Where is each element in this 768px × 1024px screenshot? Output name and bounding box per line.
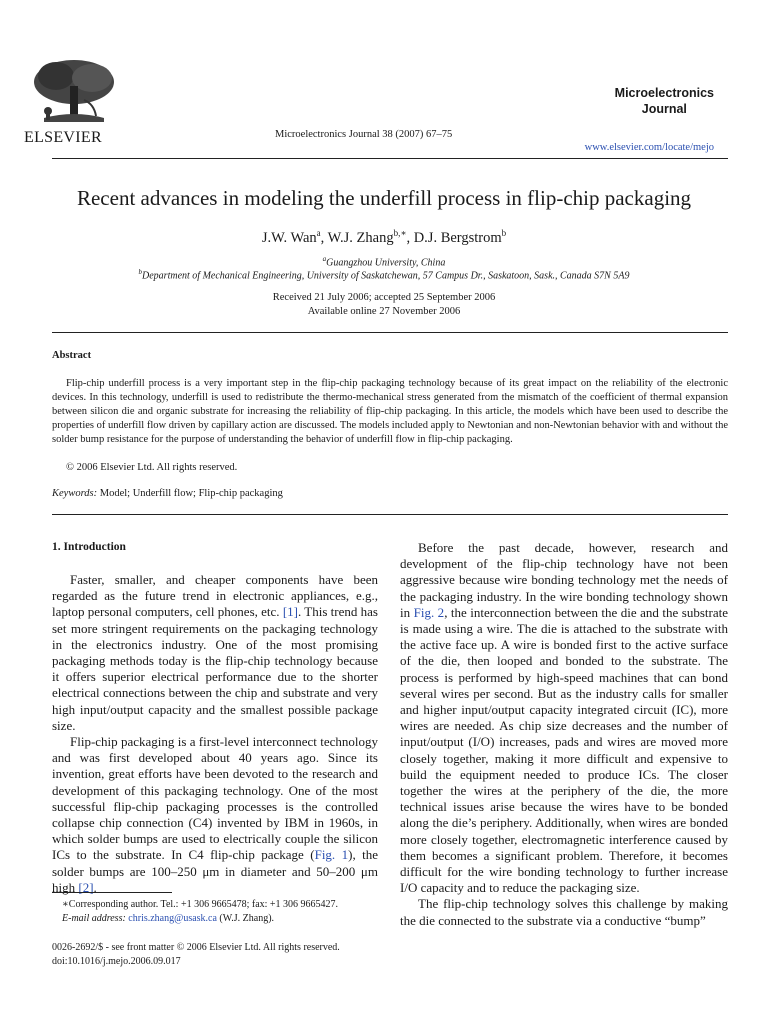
footnote bbox=[52, 898, 382, 926]
keywords-label: Keywords: bbox=[52, 488, 98, 499]
journal-name-line2: Journal bbox=[641, 102, 687, 116]
paragraph-text: . This trend has set more stringent requirements on the packaging technology in the electronics industry. One of the most promising packaging methods today is the flip-chip technology because it offers superior electrical performance due to the shorter electrical connections between the chip and substrate and very high input/output capacity and the smallest possible package size. bbox=[52, 604, 378, 733]
journal-url-link[interactable]: www.elsevier.com/locate/mejo bbox=[584, 142, 714, 153]
affiliation-b bbox=[0, 268, 768, 281]
abstract-heading: Abstract bbox=[52, 350, 92, 361]
author-separator: , bbox=[320, 229, 328, 246]
abstract-text: Flip-chip underfill process is a very important step in the flip-chip packaging technology because of its great impact on the reliability of the electronic devices. In this technology, underfill is used to redistribute the thermo-mechanical stress generated from the mismatch of the coefficient of thermal expansion between silicon die and organic substrate for increasing the reliability of flip-chip packaging. In this article, the models which have been used to describe the properties of underfill flow driven by capillary action are discussed. The models included apply to Newtonian and non-Newtonian behavior with and without the solder bump resistance for the purpose of understanding the behavior of underfill flow in flip-chip packaging. bbox=[52, 378, 728, 446]
author-affiliation-mark: a bbox=[316, 228, 321, 238]
paragraph-text: , the interconnection between the die and the substrate is made using a wire. The die is attached to the substrate with the active face up. A wire is bonded first to the active surface of the die, then looped and bonded to the substrate. The process is performed by high-speed machines that can bond several wires per second. But as the industry calls for smaller and higher input/output capacity integrated circuit (IC), more wires are needed. As chip size decreases and the number of input/output (I/O) increases, pads and wires are moved more closely together, making it more difficult and expensive to build the equipment needed to produce ICs. The closer together the wires at the periphery of the die, the more technical issues arise because the wires have to be bonded along the die’s periphery. Additionally, when wires are bonded more closely together, electromagnetic interference caused by them becomes a significant problem. Therefore, it becomes difficult for the wire bonding technology to further increase I/O capacity and to reduce the packaging size. bbox=[400, 604, 728, 896]
abstract-copyright: © 2006 Elsevier Ltd. All rights reserved. bbox=[66, 462, 238, 473]
paragraph-text: ), the solder bumps are 100–250 μm in diameter and 50–200 μm high bbox=[52, 847, 379, 895]
author-name: D.J. Bergstrom bbox=[413, 229, 502, 246]
paragraph-text: Flip-chip packaging is a first-level interconnect technology and was first developed about 40 years ago. Since its invention, great efforts have been devoted to the research and development of this packaging technology. One of the most successful flip-chip packaging processes is the controlled collapse chip connection (C4) invented by IBM in 1960s, in which solder bumps are used to electrically couple the silicon ICs to the substrate. In C4 flip-chip package ( bbox=[52, 734, 378, 863]
author-affiliation-mark: b bbox=[501, 228, 507, 238]
author-list bbox=[0, 228, 768, 247]
publisher-name: ELSEVIER bbox=[24, 129, 102, 146]
doi-link[interactable]: doi:10.1016/j.mejo.2006.09.017 bbox=[52, 956, 181, 967]
abstract-bottom-divider bbox=[52, 514, 728, 515]
figure-link[interactable]: Fig. 1 bbox=[314, 847, 349, 863]
article-title: Recent advances in modeling the underfill process in flip-chip packaging bbox=[76, 186, 692, 210]
abstract-top-divider bbox=[52, 332, 728, 333]
keywords-list: Model; Underfill flow; Flip-chip packaging bbox=[99, 488, 283, 499]
email-label: E-mail address: bbox=[62, 913, 126, 924]
figure-link[interactable]: Fig. 2 bbox=[413, 604, 445, 620]
affiliation-mark: a bbox=[322, 255, 327, 263]
elsevier-logo bbox=[24, 56, 134, 147]
author-name: W.J. Zhang bbox=[327, 229, 394, 246]
paragraph bbox=[52, 734, 378, 896]
corresponding-author: ∗Corresponding author. Tel.: +1 306 9665478; fax: +1 306 9665427. bbox=[62, 899, 339, 910]
affiliation-a bbox=[0, 255, 768, 268]
author-separator: , bbox=[406, 229, 414, 246]
available-date: Available online 27 November 2006 bbox=[307, 306, 461, 317]
email-link[interactable]: chris.zhang@usask.ca bbox=[128, 913, 217, 924]
author-affiliation-mark: b,∗ bbox=[393, 228, 407, 238]
article-dates bbox=[0, 291, 768, 319]
email-line bbox=[52, 912, 382, 926]
paragraph-text: Before the past decade, however, research and development of the flip-chip technology have not been aggressive because wire bonding technology met the needs of the packaging industry. In the wire bonding technology shown in bbox=[400, 540, 728, 620]
email-name: (W.J. Zhang). bbox=[219, 913, 275, 924]
affiliation-text: Department of Mechanical Engineering, University of Saskatchewan, 57 Campus Dr., Saskatoon, Sask., Canada S7N 5A9 bbox=[142, 270, 630, 282]
paragraph: The flip-chip technology solves this challenge by making the die connected to the substrate via a conductive “bump” bbox=[400, 896, 728, 928]
paragraph bbox=[400, 540, 728, 896]
journal-citation: Microelectronics Journal 38 (2007) 67–75 bbox=[275, 129, 453, 140]
reference-link[interactable]: [2] bbox=[78, 879, 94, 895]
footnote-divider bbox=[52, 892, 172, 893]
affiliation-mark: b bbox=[138, 268, 143, 276]
affiliation-text: Guangzhou University, China bbox=[326, 257, 446, 269]
received-date: Received 21 July 2006; accepted 25 September 2006 bbox=[272, 292, 496, 303]
paragraph-text: . bbox=[93, 879, 97, 895]
header-divider bbox=[52, 158, 728, 159]
reference-link[interactable]: [1] bbox=[282, 604, 298, 620]
journal-name-line1: Microelectronics bbox=[614, 86, 714, 100]
paragraph bbox=[52, 572, 378, 734]
front-matter bbox=[52, 941, 340, 969]
journal-name bbox=[615, 85, 714, 117]
elsevier-tree-logo-icon bbox=[24, 56, 124, 126]
keywords bbox=[52, 488, 283, 499]
left-column bbox=[52, 572, 378, 896]
right-column bbox=[400, 540, 728, 929]
section-heading: 1. Introduction bbox=[52, 541, 126, 553]
author-name: J.W. Wan bbox=[261, 229, 317, 246]
issn-line: 0026-2692/$ - see front matter © 2006 Elsevier Ltd. All rights reserved. bbox=[52, 942, 340, 953]
paragraph-text: Faster, smaller, and cheaper components have been regarded as the future trend in electronic appliances, e.g., laptop personal computers, cell phones, etc. bbox=[52, 572, 378, 620]
